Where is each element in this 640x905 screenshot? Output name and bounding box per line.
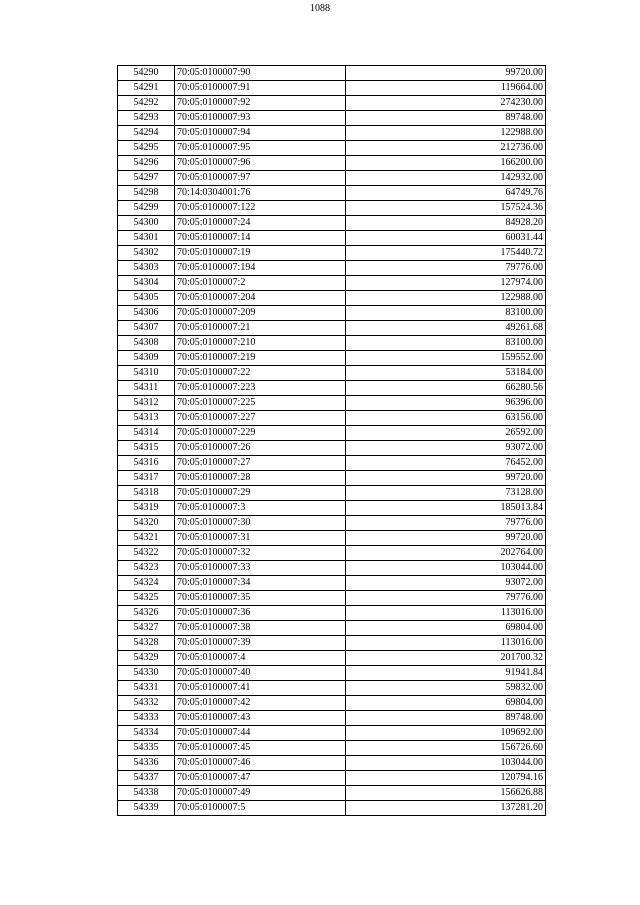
cadastral-number-cell: 70:05:0100007:94 [175, 126, 346, 141]
cadastral-number-cell: 70:05:0100007:3 [175, 501, 346, 516]
cadastral-number-cell: 70:05:0100007:204 [175, 291, 346, 306]
value-cell: 119664.00 [346, 81, 546, 96]
table-row [118, 501, 546, 516]
value-cell: 84928.20 [346, 216, 546, 231]
cadastral-number-cell: 70:05:0100007:31 [175, 531, 346, 546]
cadastral-number-cell: 70:05:0100007:194 [175, 261, 346, 276]
value-cell: 99720.00 [346, 66, 546, 81]
table-row [118, 246, 546, 261]
value-cell: 79776.00 [346, 591, 546, 606]
row-number-cell: 54293 [118, 111, 175, 126]
table-row [118, 381, 546, 396]
cadastral-number-cell: 70:05:0100007:210 [175, 336, 346, 351]
table-row [118, 411, 546, 426]
value-cell: 91941.84 [346, 666, 546, 681]
table-row [118, 546, 546, 561]
cadastral-number-cell: 70:05:0100007:91 [175, 81, 346, 96]
cadastral-number-cell: 70:05:0100007:46 [175, 756, 346, 771]
value-cell: 166200.00 [346, 156, 546, 171]
row-number-cell: 54291 [118, 81, 175, 96]
value-cell: 79776.00 [346, 261, 546, 276]
cadastral-number-cell: 70:14:0304001:76 [175, 186, 346, 201]
value-cell: 212736.00 [346, 141, 546, 156]
value-cell: 156726.60 [346, 741, 546, 756]
table-row [118, 711, 546, 726]
table-row [118, 531, 546, 546]
row-number-cell: 54301 [118, 231, 175, 246]
row-number-cell: 54310 [118, 366, 175, 381]
table-row [118, 291, 546, 306]
value-cell: 26592.00 [346, 426, 546, 441]
cadastral-number-cell: 70:05:0100007:44 [175, 726, 346, 741]
cadastral-number-cell: 70:05:0100007:24 [175, 216, 346, 231]
table-row [118, 171, 546, 186]
cadastral-number-cell: 70:05:0100007:90 [175, 66, 346, 81]
table-row [118, 216, 546, 231]
table-row [118, 801, 546, 816]
value-cell: 89748.00 [346, 711, 546, 726]
row-number-cell: 54290 [118, 66, 175, 81]
table-row [118, 771, 546, 786]
row-number-cell: 54300 [118, 216, 175, 231]
cadastral-number-cell: 70:05:0100007:14 [175, 231, 346, 246]
table-row [118, 231, 546, 246]
row-number-cell: 54331 [118, 681, 175, 696]
row-number-cell: 54303 [118, 261, 175, 276]
row-number-cell: 54304 [118, 276, 175, 291]
table-row [118, 606, 546, 621]
table-row [118, 426, 546, 441]
table-row [118, 636, 546, 651]
cadastral-number-cell: 70:05:0100007:32 [175, 546, 346, 561]
value-cell: 96396.00 [346, 396, 546, 411]
value-cell: 142932.00 [346, 171, 546, 186]
value-cell: 159552.00 [346, 351, 546, 366]
cadastral-number-cell: 70:05:0100007:41 [175, 681, 346, 696]
value-cell: 120794.16 [346, 771, 546, 786]
row-number-cell: 54330 [118, 666, 175, 681]
value-cell: 127974.00 [346, 276, 546, 291]
row-number-cell: 54327 [118, 621, 175, 636]
cadastral-number-cell: 70:05:0100007:22 [175, 366, 346, 381]
cadastral-number-cell: 70:05:0100007:27 [175, 456, 346, 471]
table-row [118, 261, 546, 276]
cadastral-number-cell: 70:05:0100007:223 [175, 381, 346, 396]
cadastral-number-cell: 70:05:0100007:36 [175, 606, 346, 621]
value-cell: 113016.00 [346, 636, 546, 651]
cadastral-number-cell: 70:05:0100007:92 [175, 96, 346, 111]
table-row [118, 681, 546, 696]
value-cell: 185013.84 [346, 501, 546, 516]
cadastral-number-cell: 70:05:0100007:45 [175, 741, 346, 756]
value-cell: 157524.36 [346, 201, 546, 216]
value-cell: 64749.76 [346, 186, 546, 201]
value-cell: 122988.00 [346, 126, 546, 141]
cadastral-number-cell: 70:05:0100007:97 [175, 171, 346, 186]
page-number: 1088 [310, 3, 330, 14]
value-cell: 202764.00 [346, 546, 546, 561]
row-number-cell: 54294 [118, 126, 175, 141]
row-number-cell: 54307 [118, 321, 175, 336]
cadastral-number-cell: 70:05:0100007:29 [175, 486, 346, 501]
value-cell: 49261.68 [346, 321, 546, 336]
table-row [118, 621, 546, 636]
cadastral-number-cell: 70:05:0100007:93 [175, 111, 346, 126]
cadastral-number-cell: 70:05:0100007:95 [175, 141, 346, 156]
value-cell: 53184.00 [346, 366, 546, 381]
row-number-cell: 54322 [118, 546, 175, 561]
table-row [118, 471, 546, 486]
table-row [118, 756, 546, 771]
row-number-cell: 54329 [118, 651, 175, 666]
table-row [118, 591, 546, 606]
cadastral-number-cell: 70:05:0100007:30 [175, 516, 346, 531]
value-cell: 83100.00 [346, 306, 546, 321]
table-row [118, 276, 546, 291]
cadastral-number-cell: 70:05:0100007:38 [175, 621, 346, 636]
cadastral-number-cell: 70:05:0100007:26 [175, 441, 346, 456]
cadastral-value-table [117, 65, 546, 816]
table-row [118, 576, 546, 591]
table-row [118, 396, 546, 411]
table-row [118, 336, 546, 351]
table-row [118, 111, 546, 126]
row-number-cell: 54308 [118, 336, 175, 351]
cadastral-number-cell: 70:05:0100007:2 [175, 276, 346, 291]
value-cell: 113016.00 [346, 606, 546, 621]
value-cell: 83100.00 [346, 336, 546, 351]
cadastral-number-cell: 70:05:0100007:209 [175, 306, 346, 321]
row-number-cell: 54302 [118, 246, 175, 261]
cadastral-number-cell: 70:05:0100007:19 [175, 246, 346, 261]
row-number-cell: 54332 [118, 696, 175, 711]
row-number-cell: 54337 [118, 771, 175, 786]
cadastral-number-cell: 70:05:0100007:43 [175, 711, 346, 726]
row-number-cell: 54305 [118, 291, 175, 306]
table-row [118, 561, 546, 576]
row-number-cell: 54316 [118, 456, 175, 471]
table-row [118, 726, 546, 741]
row-number-cell: 54295 [118, 141, 175, 156]
cadastral-number-cell: 70:05:0100007:28 [175, 471, 346, 486]
value-cell: 69804.00 [346, 696, 546, 711]
cadastral-number-cell: 70:05:0100007:229 [175, 426, 346, 441]
value-cell: 76452.00 [346, 456, 546, 471]
cadastral-number-cell: 70:05:0100007:225 [175, 396, 346, 411]
row-number-cell: 54292 [118, 96, 175, 111]
row-number-cell: 54296 [118, 156, 175, 171]
row-number-cell: 54319 [118, 501, 175, 516]
cadastral-number-cell: 70:05:0100007:42 [175, 696, 346, 711]
row-number-cell: 54338 [118, 786, 175, 801]
row-number-cell: 54312 [118, 396, 175, 411]
table-row [118, 156, 546, 171]
table-row [118, 186, 546, 201]
value-cell: 59832.00 [346, 681, 546, 696]
table-row [118, 141, 546, 156]
value-cell: 137281.20 [346, 801, 546, 816]
value-cell: 89748.00 [346, 111, 546, 126]
table-row [118, 651, 546, 666]
cadastral-number-cell: 70:05:0100007:40 [175, 666, 346, 681]
cadastral-number-cell: 70:05:0100007:35 [175, 591, 346, 606]
row-number-cell: 54314 [118, 426, 175, 441]
table-row [118, 201, 546, 216]
cadastral-number-cell: 70:05:0100007:227 [175, 411, 346, 426]
cadastral-number-cell: 70:05:0100007:39 [175, 636, 346, 651]
value-cell: 103044.00 [346, 561, 546, 576]
row-number-cell: 54325 [118, 591, 175, 606]
cadastral-number-cell: 70:05:0100007:21 [175, 321, 346, 336]
table-row [118, 441, 546, 456]
row-number-cell: 54326 [118, 606, 175, 621]
value-cell: 201700.32 [346, 651, 546, 666]
row-number-cell: 54298 [118, 186, 175, 201]
row-number-cell: 54321 [118, 531, 175, 546]
row-number-cell: 54328 [118, 636, 175, 651]
row-number-cell: 54297 [118, 171, 175, 186]
row-number-cell: 54333 [118, 711, 175, 726]
table-row [118, 666, 546, 681]
value-cell: 99720.00 [346, 531, 546, 546]
value-cell: 109692.00 [346, 726, 546, 741]
row-number-cell: 54313 [118, 411, 175, 426]
value-cell: 63156.00 [346, 411, 546, 426]
value-cell: 156626.88 [346, 786, 546, 801]
cadastral-number-cell: 70:05:0100007:122 [175, 201, 346, 216]
value-cell: 99720.00 [346, 471, 546, 486]
row-number-cell: 54317 [118, 471, 175, 486]
value-cell: 66280.56 [346, 381, 546, 396]
table-row [118, 81, 546, 96]
table-row [118, 786, 546, 801]
row-number-cell: 54336 [118, 756, 175, 771]
row-number-cell: 54315 [118, 441, 175, 456]
cadastral-number-cell: 70:05:0100007:49 [175, 786, 346, 801]
value-cell: 73128.00 [346, 486, 546, 501]
value-cell: 175440.72 [346, 246, 546, 261]
table-row [118, 696, 546, 711]
row-number-cell: 54339 [118, 801, 175, 816]
row-number-cell: 54309 [118, 351, 175, 366]
table-row [118, 741, 546, 756]
table-row [118, 516, 546, 531]
cadastral-number-cell: 70:05:0100007:34 [175, 576, 346, 591]
table-row [118, 366, 546, 381]
value-cell: 103044.00 [346, 756, 546, 771]
row-number-cell: 54323 [118, 561, 175, 576]
table-row [118, 306, 546, 321]
row-number-cell: 54306 [118, 306, 175, 321]
table-row [118, 66, 546, 81]
row-number-cell: 54334 [118, 726, 175, 741]
table-row [118, 126, 546, 141]
value-cell: 93072.00 [346, 441, 546, 456]
table-row [118, 96, 546, 111]
table-row [118, 321, 546, 336]
cadastral-number-cell: 70:05:0100007:33 [175, 561, 346, 576]
table-row [118, 456, 546, 471]
row-number-cell: 54299 [118, 201, 175, 216]
value-cell: 274230.00 [346, 96, 546, 111]
cadastral-number-cell: 70:05:0100007:5 [175, 801, 346, 816]
cadastral-number-cell: 70:05:0100007:47 [175, 771, 346, 786]
value-cell: 79776.00 [346, 516, 546, 531]
row-number-cell: 54324 [118, 576, 175, 591]
value-cell: 93072.00 [346, 576, 546, 591]
table-row [118, 486, 546, 501]
cadastral-number-cell: 70:05:0100007:219 [175, 351, 346, 366]
cadastral-number-cell: 70:05:0100007:96 [175, 156, 346, 171]
value-cell: 69804.00 [346, 621, 546, 636]
table-row [118, 351, 546, 366]
table-body [118, 66, 546, 816]
cadastral-number-cell: 70:05:0100007:4 [175, 651, 346, 666]
row-number-cell: 54320 [118, 516, 175, 531]
row-number-cell: 54311 [118, 381, 175, 396]
value-cell: 60031.44 [346, 231, 546, 246]
row-number-cell: 54335 [118, 741, 175, 756]
value-cell: 122988.00 [346, 291, 546, 306]
row-number-cell: 54318 [118, 486, 175, 501]
